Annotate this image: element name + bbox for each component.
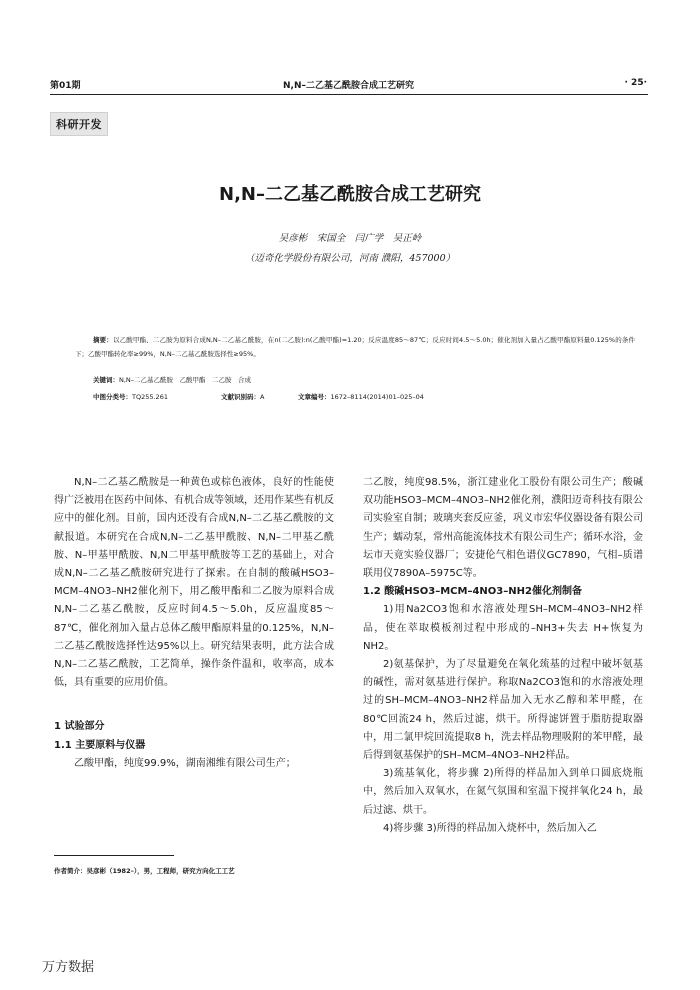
section-heading-1-1: 1.1 主要原料与仪器 [54,739,146,751]
column-tag: 科研开发 [50,112,108,136]
prep-step-2: 2)氨基保护，为了尽量避免在氧化巯基的过程中破坏氨基的碱性，需对氨基进行保护。称取Na2CO3饱和的水溶液处理过的SH–MCM–4NO3–NH2样品加入无水乙醇和苯甲醛，在80℃回流24 h，然后过滤，烘干。所得滤饼置于脂肪提取器中，用二氯甲烷回流提取8 h，洗去样品物理吸附的苯甲醛，最后得到氨基保护的SH–MCM–4NO3–NH2样品。 [363,659,643,762]
doc-label: 文献识别码： [221,393,260,401]
section-heading-1: 1 试验部分 [54,721,105,733]
footnote-rule [54,855,174,856]
art-label: 文章编号： [298,393,331,401]
prep-step-1: 1)用Na2CO3饱和水溶液处理SH–MCM–4NO3–NH2样品，使在萃取模板剂过程中形成的–NH3+失去 H+恢复为NH2。 [363,604,643,652]
materials-paragraph-start: 乙酸甲酯，纯度99.9%，湖南湘维有限公司生产； [74,757,296,769]
prep-step-3: 3)巯基氧化，将步骤 2)所得的样品加入到单口圆底烧瓶中，然后加入双氧水，在氮气氛围和室温下搅拌氧化24 h，最后过滤、烘干。 [363,768,643,816]
right-column [363,474,643,838]
author-footnote: 作者简介：吴彦彬（1982–），男，工程师，研究方向化工工艺 [54,867,235,875]
intro-paragraph: N,N–二乙基乙酰胺是一种黄色或棕色液体，良好的性能使得广泛被用在医药中间体、有机合成等领域，还用作某些有机反应中的催化剂。目前，国内还没有合成N,N–二乙基乙酰胺的文献报道。本研究在合成N,N–二乙基甲酰胺、N,N–二甲基乙酰胺、N–甲基甲酰胺、N,N二甲基甲酰胺等工艺的基础上，对合成N,N–二乙基乙酰胺研究进行了探索。在自制的酸碱HSO3–MCM–4NO3–NH2催化剂下，用乙酸甲酯和二乙胺为原料合成N,N–二乙基乙酰胺，反应时间4.5～5.0h，反应温度85～87℃，催化剂加入量占总体乙酸甲酯原料量的0.125%，N,N–二乙基乙酰胺选择性达95%以上。研究结果表明，此方法合成N,N–二乙基乙酰胺，工艺简单，操作条件温和，收率高，成本低，具有重要的应用价值。 [54,477,334,689]
affiliation: （迈奇化学股份有限公司，河南 濮阳，457000） [244,253,456,264]
header-rule [50,94,648,95]
prep-step-4: 4)将步骤 3)所得的样品加入烧杯中，然后加入乙 [383,822,597,834]
wanfang-watermark: 万方数据 [42,960,95,975]
keywords-label: 关键词： [93,376,119,384]
left-column [54,474,334,773]
section-heading-1-2: 1.2 酸碱HSO3–MCM–4NO3–NH2催化剂制备 [363,586,582,598]
running-header [50,78,647,92]
keywords-text: N,N–二乙基乙酰胺 乙酸甲酯 二乙胺 合成 [119,376,252,384]
authors: 吴彦彬 宋国全 闫广学 吴正岭 [278,233,422,244]
paper-title: N,N–二乙基乙酰胺合成工艺研究 [219,184,481,205]
doc-value: A [260,393,265,401]
article-number [298,392,424,401]
clc-value: TQ255.261 [132,393,168,401]
clc-label: 中图分类号： [93,393,132,401]
abstract [75,333,635,361]
clc-code [93,392,168,401]
materials-paragraph-cont: 二乙胺，纯度98.5%，浙江建业化工股份有限公司生产；酸碱双功能HSO3–MCM–4NO3–NH2催化剂，濮阳迈奇科技有限公司实验室自制；玻璃夹套反应釜，巩义市宏华仪器设备有限公司生产；蠕动泵，常州高能流体技术有限公司生产；循环水浴，金坛市天竟实验仪器厂；安捷伦气相色谱仪GC7890，气相–质谱联用仪7890A–5975C等。 [363,477,643,580]
issue-number: 第01期 [50,81,81,91]
abstract-text: 以乙酸甲酯、二乙胺为原料合成N,N–二乙基乙酰胺，在n(二乙胺):n(乙酸甲酯)=1.20；反应温度85～87℃；反应时间4.5～5.0h；催化剂加入量占乙酸甲酯原料量0.125%的条件下；乙酸甲酯转化率≥99%，N,N–二乙基乙酰胺选择性≥95%。 [75,336,636,358]
abstract-label: 摘要： [93,336,113,344]
doc-code [221,392,264,401]
art-value: 1672–8114(2014)01–025–04 [330,393,424,401]
page-number: · 25· [624,78,647,88]
abstract-paragraph [75,333,635,361]
running-title: N,N–二乙基乙酰胺合成工艺研究 [283,81,414,91]
keywords [93,375,251,384]
